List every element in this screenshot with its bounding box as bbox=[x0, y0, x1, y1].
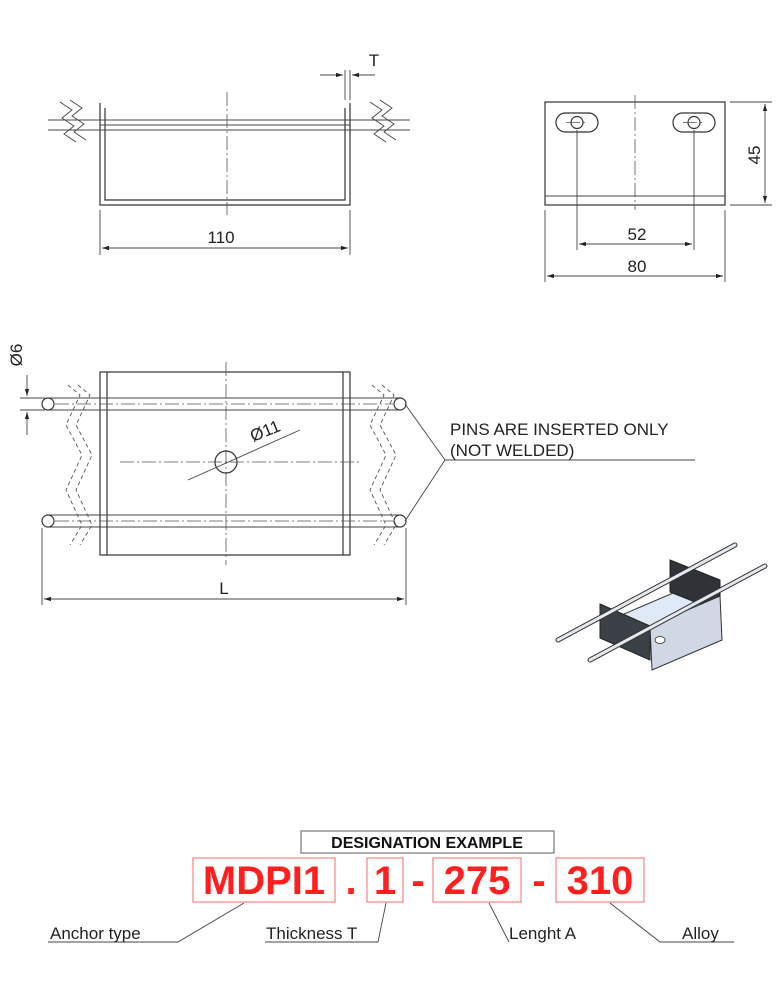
code-alloy: 310 bbox=[566, 859, 634, 903]
label-alloy: Alloy bbox=[682, 924, 719, 943]
length-dim: L bbox=[219, 579, 229, 598]
label-length: Lenght A bbox=[509, 924, 577, 943]
thickness-dim: T bbox=[368, 51, 380, 70]
code-length: 275 bbox=[443, 859, 511, 903]
code-sep-1: . bbox=[345, 859, 357, 903]
pitch-dim: 52 bbox=[627, 225, 647, 244]
isometric-view bbox=[558, 545, 765, 670]
code-sep-3: - bbox=[532, 859, 546, 903]
code-thickness: 1 bbox=[373, 859, 397, 903]
side-view bbox=[545, 95, 772, 282]
code-sep-2: - bbox=[411, 859, 425, 903]
code-anchor-type: MDPI1 bbox=[202, 859, 326, 903]
height-dim: 45 bbox=[745, 145, 764, 165]
front-width-dim: 110 bbox=[207, 228, 235, 247]
label-thickness: Thickness T bbox=[266, 924, 358, 943]
designation-title: DESIGNATION EXAMPLE bbox=[331, 835, 523, 852]
hole-diameter-dim: Ø11 bbox=[247, 416, 284, 446]
note-line-2: (NOT WELDED) bbox=[450, 441, 575, 460]
pin-diameter-dim: Ø6 bbox=[7, 343, 26, 367]
top-view bbox=[20, 362, 695, 605]
label-anchor-type: Anchor type bbox=[50, 924, 141, 943]
note-line-1: PINS ARE INSERTED ONLY bbox=[450, 420, 669, 439]
side-width-dim: 80 bbox=[627, 257, 647, 276]
